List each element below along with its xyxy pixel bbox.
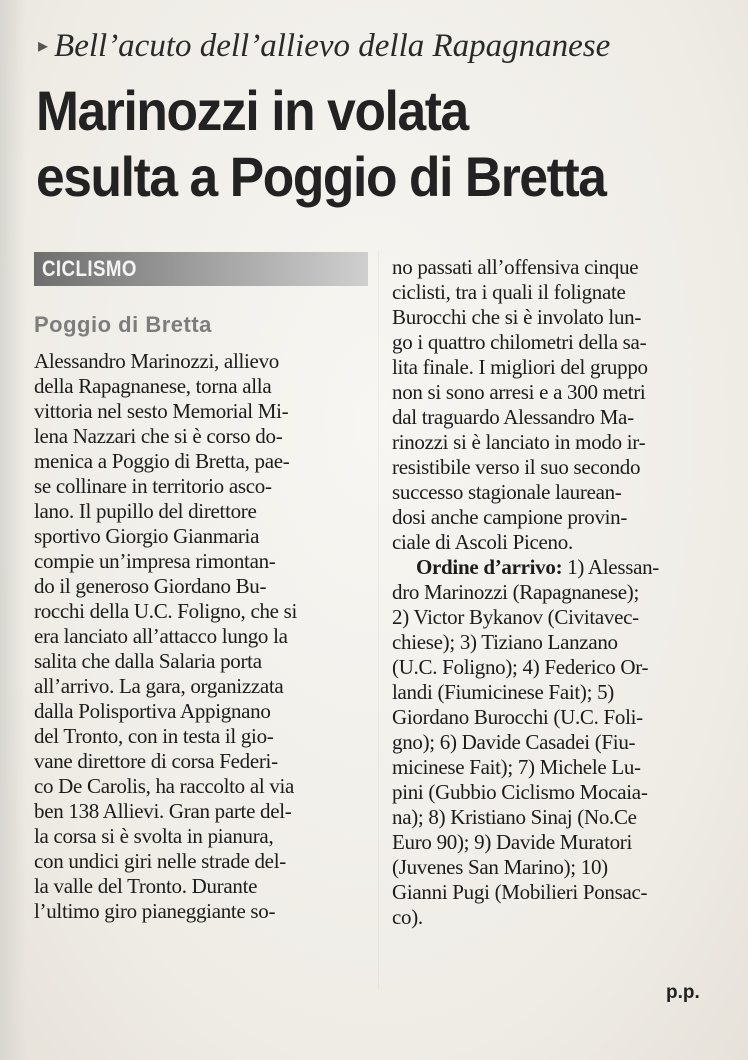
article-line: lena Nazzari che si è corso do-	[34, 424, 283, 448]
results-line: Gianni Pugi (Mobilieri Ponsac-	[392, 880, 648, 904]
article-line: ben 138 Allievi. Gran parte del-	[34, 799, 292, 823]
results-line: Euro 90); 9) Davide Muratori	[392, 830, 633, 854]
article-line: lita finale. I migliori del gruppo	[392, 355, 648, 379]
article-line: se collinare in territorio asco-	[34, 474, 272, 498]
article-line: salita che dalla Salaria porta	[34, 649, 262, 673]
kicker-text: Bell’acuto dell’allievo della Rapagnanese	[54, 28, 611, 64]
order-of-arrival-first-line	[392, 555, 726, 580]
headline-line-1: Marinozzi in volata	[36, 79, 468, 142]
article-line: menica a Poggio di Bretta, pae-	[34, 449, 290, 473]
article-line: dosi anche campione provin-	[392, 505, 628, 529]
article-column-left	[34, 349, 368, 924]
results-line: (U.C. Foligno); 4) Federico Or-	[392, 655, 649, 679]
author-signature: p.p.	[666, 982, 700, 1003]
order-of-arrival-text: 1) Alessan-	[562, 555, 659, 579]
results-line: co).	[392, 905, 423, 929]
column-divider	[378, 250, 379, 990]
results-line: dro Marinozzi (Rapagnanese);	[392, 580, 639, 604]
article-line: do il generoso Giordano Bu-	[34, 574, 267, 598]
results-line: na); 8) Kristiano Sinaj (No.Ce	[392, 805, 637, 829]
results-line: pini (Gubbio Ciclismo Mocaia-	[392, 780, 648, 804]
scan-edge-shadow	[0, 0, 26, 1060]
section-label-bar	[34, 252, 368, 286]
article-line: la corsa si è svolta in pianura,	[34, 824, 274, 848]
results-line: gno); 6) Davide Casadei (Fiu-	[392, 730, 636, 754]
headline	[36, 78, 671, 210]
article-line: dal traguardo Alessandro Ma-	[392, 405, 634, 429]
article-line: vittoria nel sesto Memorial Mi-	[34, 399, 289, 423]
article-line: la valle del Tronto. Durante	[34, 874, 258, 898]
results-line: landi (Fiumicinese Fait); 5)	[392, 680, 614, 704]
article-line: resistibile verso il suo secondo	[392, 455, 641, 479]
article-line: rinozzi si è lanciato in modo ir-	[392, 430, 646, 454]
article-line: ciclisti, tra i quali il folignate	[392, 280, 626, 304]
article-line: compie un’impresa rimontan-	[34, 549, 276, 573]
article-line: all’arrivo. La gara, organizzata	[34, 674, 284, 698]
article-line: della Rapagnanese, torna alla	[34, 374, 272, 398]
results-line: micinese Fait); 7) Michele Lu-	[392, 755, 641, 779]
article-line: non si sono arresi e a 300 metri	[392, 380, 646, 404]
article-line: sportivo Giorgio Gianmaria	[34, 524, 260, 548]
results-line: chiese); 3) Tiziano Lanzano	[392, 630, 618, 654]
article-line: no passati all’offensiva cinque	[392, 255, 639, 279]
results-line: (Juvenes San Marino); 10)	[392, 855, 608, 879]
article-line: Burocchi che si è involato lun-	[392, 305, 642, 329]
article-line: co De Carolis, ha raccolto al via	[34, 774, 295, 798]
dateline: Poggio di Bretta	[34, 312, 212, 337]
results-line: 2) Victor Bykanov (Civitavec-	[392, 605, 639, 629]
article-line: ciale di Ascoli Piceno.	[392, 530, 573, 554]
order-of-arrival-label: Ordine d’arrivo:	[416, 555, 563, 579]
article-line: vane direttore di corsa Federi-	[34, 749, 278, 773]
article-line: era lanciato all’attacco lungo la	[34, 624, 288, 648]
article-line: Alessandro Marinozzi, allievo	[34, 349, 279, 373]
article-line: go i quattro chilometri della sa-	[392, 330, 647, 354]
article-line: dalla Polisportiva Appignano	[34, 699, 271, 723]
results-line: Giordano Burocchi (U.C. Foli-	[392, 705, 643, 729]
article-line: l’ultimo giro pianeggiante so-	[34, 899, 276, 923]
article-line: con undici giri nelle strade del-	[34, 849, 286, 873]
article-line: del Tronto, con in testa il gio-	[34, 724, 274, 748]
article-line: lano. Il pupillo del direttore	[34, 499, 257, 523]
arrow-icon: ▸	[38, 35, 49, 57]
kicker	[38, 26, 718, 66]
headline-line-2: esulta a Poggio di Bretta	[36, 145, 606, 208]
section-label: CICLISMO	[42, 256, 137, 281]
article-line: successo stagionale laurean-	[392, 480, 622, 504]
article-column-right	[392, 255, 726, 930]
article-line: rocchi della U.C. Foligno, che si	[34, 599, 298, 623]
